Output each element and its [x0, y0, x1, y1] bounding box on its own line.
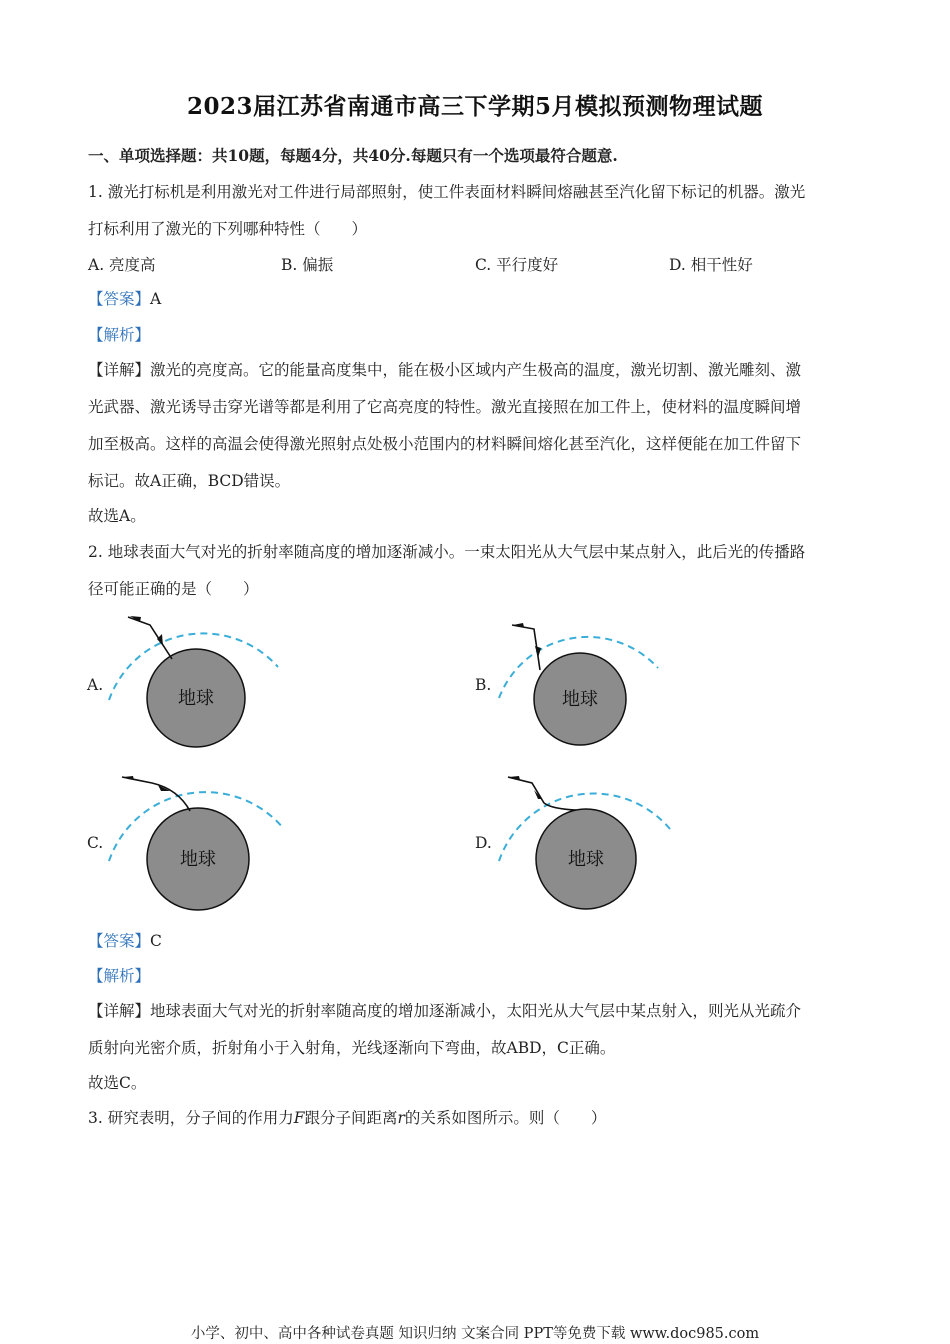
q2-conclusion: 故选C。: [88, 1074, 147, 1092]
page-title: 2023届江苏省南通市高三下学期5月模拟预测物理试题: [186, 93, 764, 120]
detail-text: 激光的亮度高。它的能量高度集中，能在极小区域内产生极高的温度，激光切割、激光雕刻、激: [150, 361, 802, 379]
q3-stem-line: [88, 1107, 606, 1129]
earth-label: 地球: [178, 688, 214, 709]
q3-text: 跟分子间距离: [304, 1109, 398, 1127]
q1-stem-line: 打标利用了激光的下列哪种特性（ ）: [88, 220, 368, 238]
q1-detail-line: 标记。故A正确，BCD错误。: [88, 472, 291, 490]
figure-label-a: A.: [87, 676, 104, 694]
earth-label: 地球: [180, 849, 216, 870]
detail-text: 地球表面大气对光的折射率随高度的增加逐渐减小，太阳光从大气层中某点射入，则光从光疏介: [150, 1002, 802, 1020]
q1-option-d: D. 相干性好: [669, 256, 753, 274]
q1-option-a: A. 亮度高: [88, 256, 156, 274]
light-ray: [128, 617, 172, 659]
figure-label-d: D.: [475, 834, 492, 852]
answer-value: A: [150, 290, 162, 308]
q3-text: 的关系如图所示。则（ ）: [404, 1109, 607, 1127]
page-footer: 小学、初中、高中各种试卷真题 知识归纳 文案合同 PPT等免费下载 www.doc985.com: [190, 1326, 760, 1342]
answer-tag: 【答案】: [88, 932, 151, 950]
q1-answer: [88, 288, 161, 310]
q2-answer: [88, 930, 162, 952]
q1-analysis-tag: 【解析】: [88, 326, 151, 344]
answer-tag: 【答案】: [88, 290, 151, 308]
q1-stem-line: 1. 激光打标机是利用激光对工件进行局部照射，使工件表面材料瞬间熔融甚至汽化留下标记的机器。激光: [88, 183, 806, 201]
q3-symbol-r: r: [397, 1109, 405, 1127]
figure-label-c: C.: [87, 834, 104, 852]
q2-detail-line: 质射向光密介质，折射角小于入射角，光线逐渐向下弯曲，故ABD，C正确。: [88, 1039, 616, 1057]
section-heading: 一、单项选择题：共10题，每题4分，共40分.每题只有一个选项最符合题意.: [88, 146, 618, 165]
q3-symbol-f: F: [293, 1109, 305, 1127]
ray-arrow: [534, 790, 542, 799]
earth-label: 地球: [568, 849, 604, 870]
detail-tag: 【详解】: [88, 361, 151, 379]
q1-detail-line: 加至极高。这样的高温会使得激光照射点处极小范围内的材料瞬间熔化甚至汽化，这样便能在加工件留下: [88, 435, 802, 453]
figure-option-b: [490, 610, 680, 755]
figure-option-c: [100, 765, 300, 915]
ray-arrow: [158, 785, 170, 791]
q2-analysis-tag: 【解析】: [88, 967, 151, 985]
earth-label: 地球: [562, 689, 598, 710]
q2-stem-line: 2. 地球表面大气对光的折射率随高度的增加逐渐减小。一束太阳光从大气层中某点射入，此后光的传播路: [88, 543, 806, 561]
q1-option-c: C. 平行度好: [475, 256, 559, 274]
q1-detail-line: [88, 359, 801, 381]
q3-text: 3. 研究表明，分子间的作用力: [88, 1109, 294, 1127]
figure-option-a: [100, 605, 300, 755]
q1-conclusion: 故选A。: [88, 507, 146, 525]
detail-tag: 【详解】: [88, 1002, 151, 1020]
q2-stem-line: 径可能正确的是（ ）: [88, 580, 259, 598]
q1-option-b: B. 偏振: [281, 256, 334, 274]
light-ray: [508, 777, 576, 810]
answer-value: C: [150, 932, 162, 950]
figure-label-b: B.: [475, 676, 492, 694]
q1-detail-line: 光武器、激光诱导击穿光谱等都是利用了它高亮度的特性。激光直接照在加工件上，使材料的温度瞬间增: [88, 398, 802, 416]
figure-option-d: [490, 765, 680, 915]
ray-arrow: [535, 646, 541, 658]
q2-detail-line: [88, 1000, 801, 1022]
